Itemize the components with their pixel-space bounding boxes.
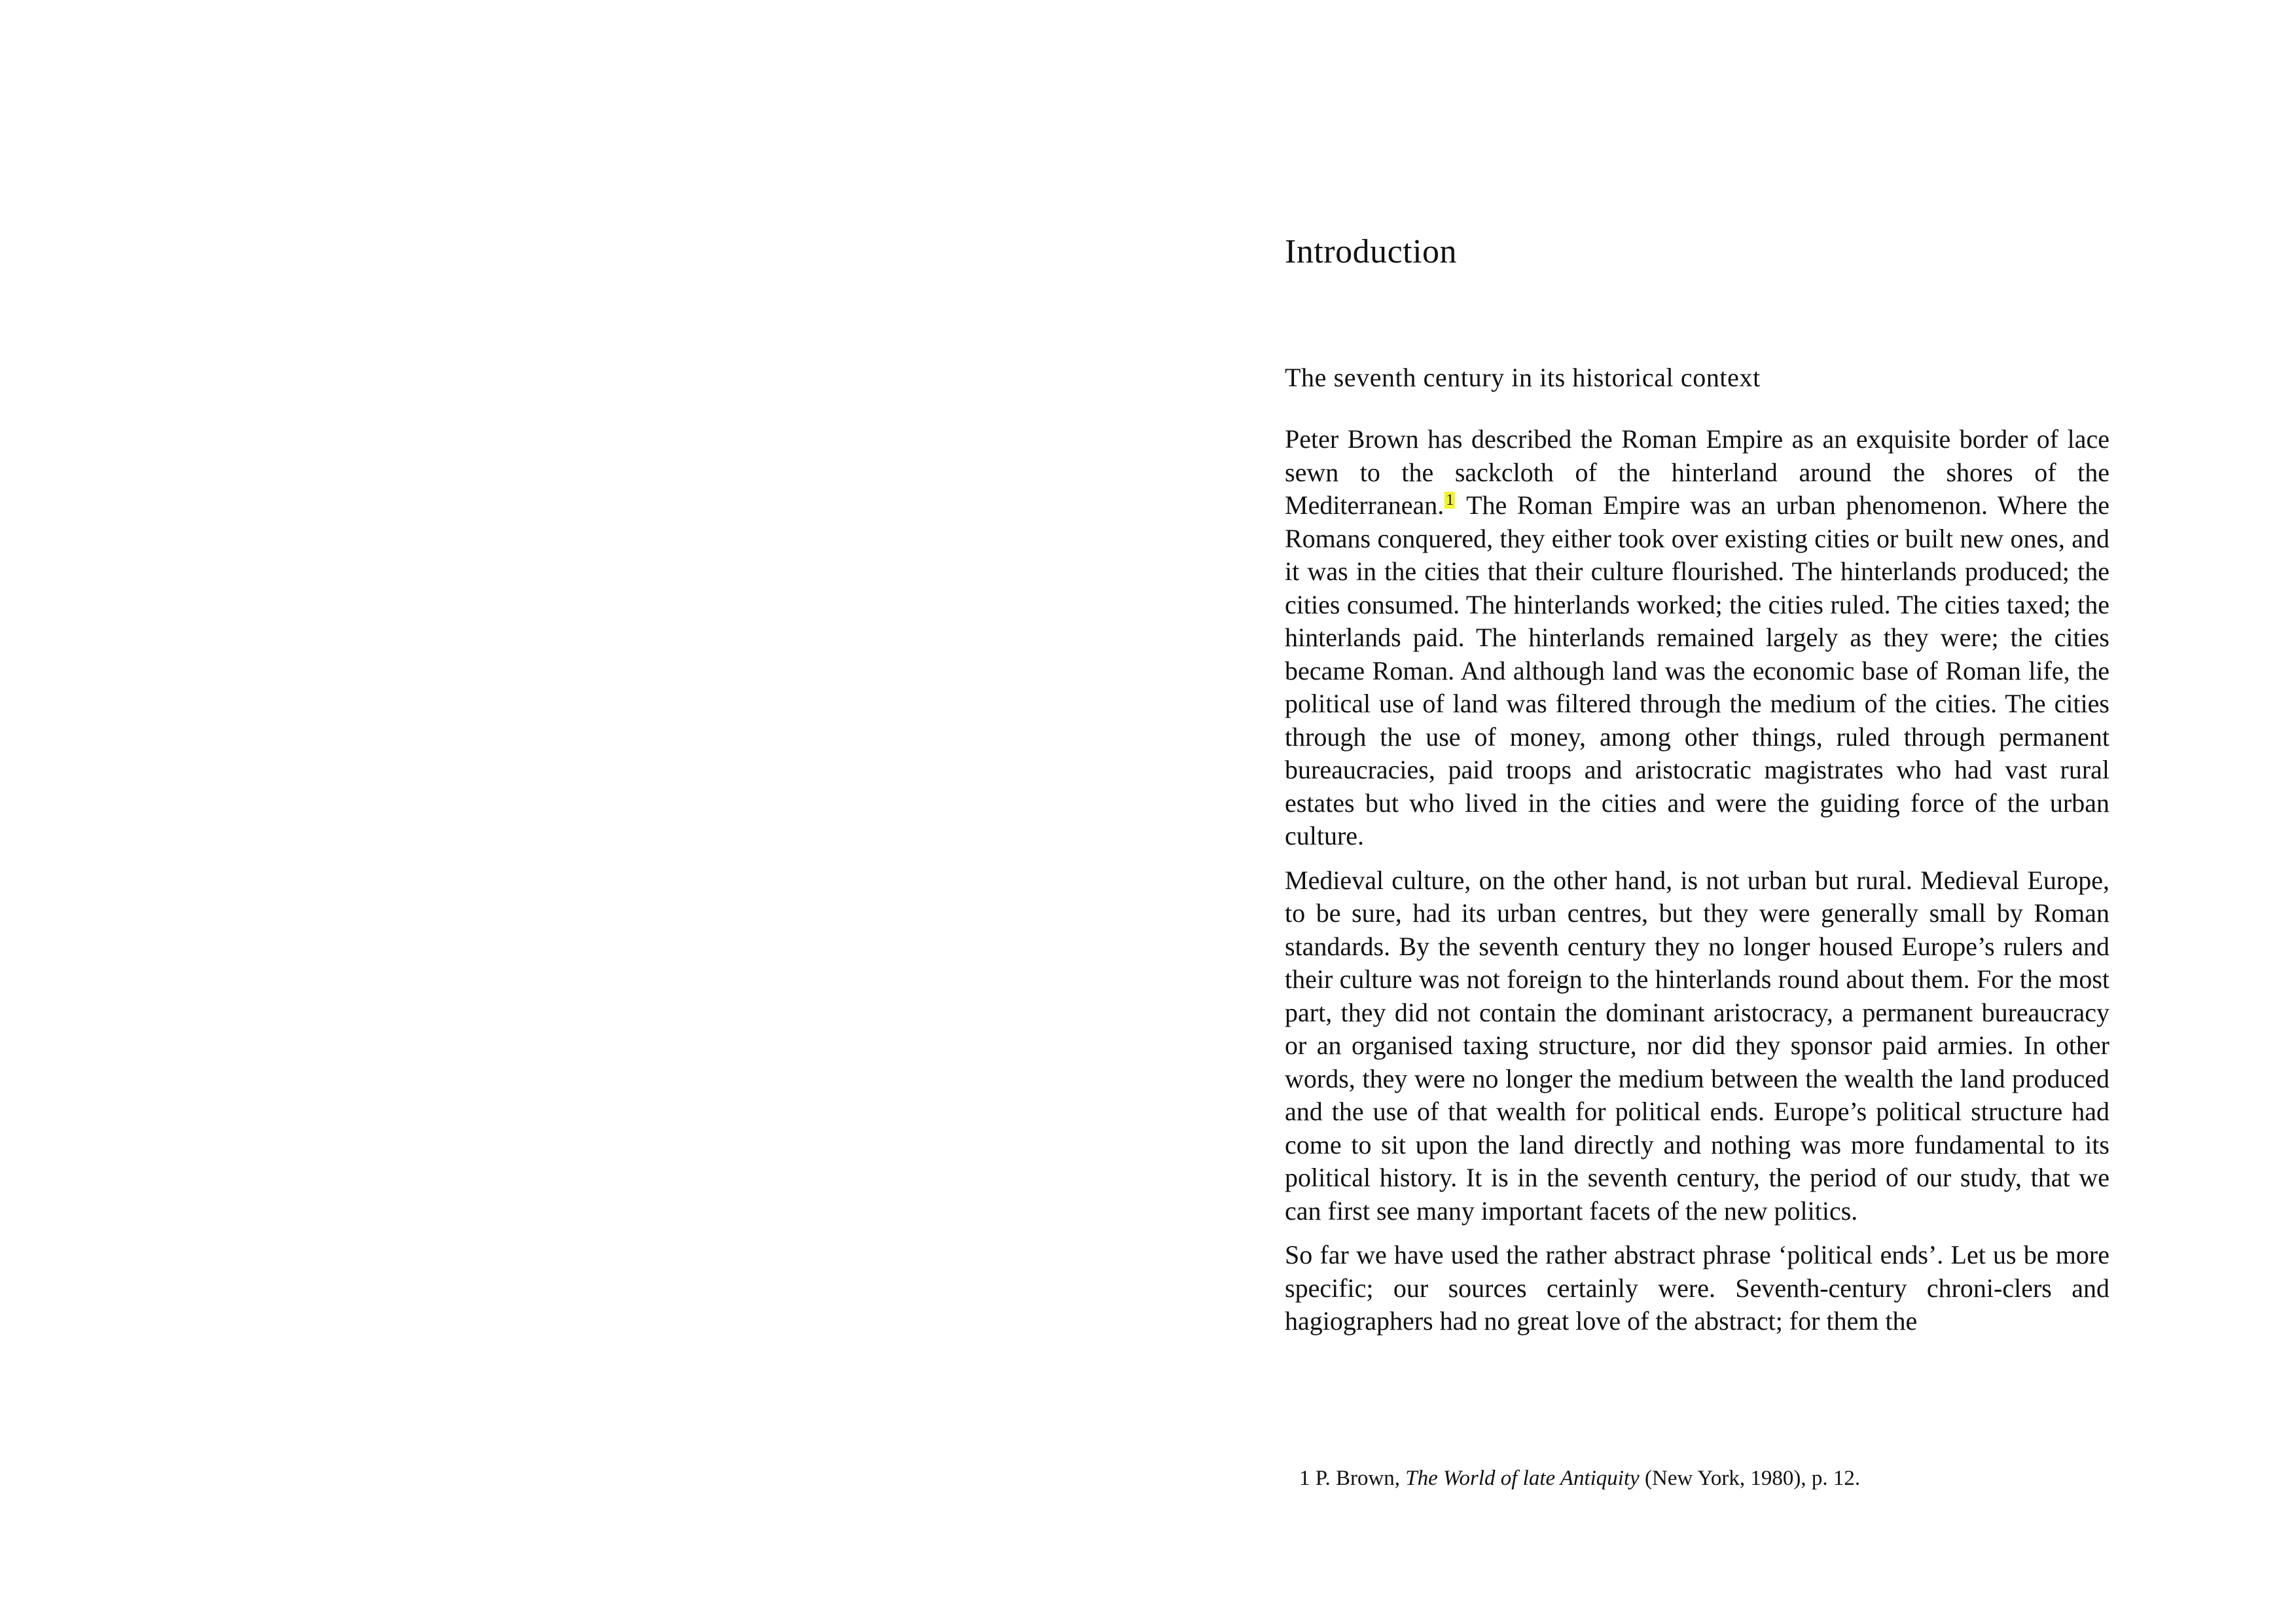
paragraph-1-text-start: Peter Brown has described the Roman Empire as an exquisite border of lace sewn to the sackcloth of the hinterland around the shores of the Mediterranean. [1285, 424, 2109, 520]
chapter-title: Introduction [1285, 233, 1458, 270]
footnote [1299, 1464, 2111, 1493]
footnote-details: (New York, 1980), p. 12. [1645, 1467, 1861, 1490]
paragraph-3: So far we have used the rather abstract phrase ‘political ends’. Let us be more specific; our sources certainly were. Seventh-century chroni-clers and hagiographers had no great love of the abstract; for them the [1285, 1240, 2109, 1336]
section-title: The seventh century in its historical context [1285, 363, 1761, 392]
document-page [1285, 223, 2109, 1349]
paragraph-1-text-end: The Roman Empire was an urban phenomenon. Where the Romans conquered, they either took over existing cities or built new ones, and it was in the cities that their culture flourished. The hinterlands produced; the cities consumed. The hinterlands worked; the cities ruled. The cities taxed; the hinterlands paid. The hinterlands remained largely as they were; the cities became Roman. And although land was the economic base of Roman life, the political use of land was filtered through the medium of the cities. The cities through the use of money, among other things, ruled through permanent bureaucracies, paid troops and aristocratic magistrates who had vast rural estates but who lived in the cities and were the guiding force of the urban culture. [1285, 490, 2109, 850]
body-text [1285, 423, 2109, 1338]
footnote-reference-link[interactable]: 1 [1446, 492, 1454, 509]
paragraph-1 [1285, 423, 2109, 853]
paragraph-2: Medieval culture, on the other hand, is not urban but rural. Medieval Europe, to be sure, had its urban centres, but they were generally small by Roman standards. By the seventh century they no longer housed Europe’s rulers and their culture was not foreign to the hinterlands round about them. For the most part, they did not contain the dominant aristocracy, a permanent bureaucracy or an organised taxing structure, nor did they sponsor paid armies. In other words, they were no longer the medium between the wealth the land produced and the use of that wealth for political ends. Europe’s political structure had come to sit upon the land directly and nothing was more fundamental to its political history. It is in the seventh century, the period of our study, that we can first see many important facets of the new politics. [1285, 865, 2109, 1226]
footnote-number: 1 [1299, 1467, 1310, 1490]
footnote-author: P. Brown, [1315, 1467, 1401, 1490]
footnote-book-title: The World of late Antiquity [1405, 1467, 1640, 1490]
